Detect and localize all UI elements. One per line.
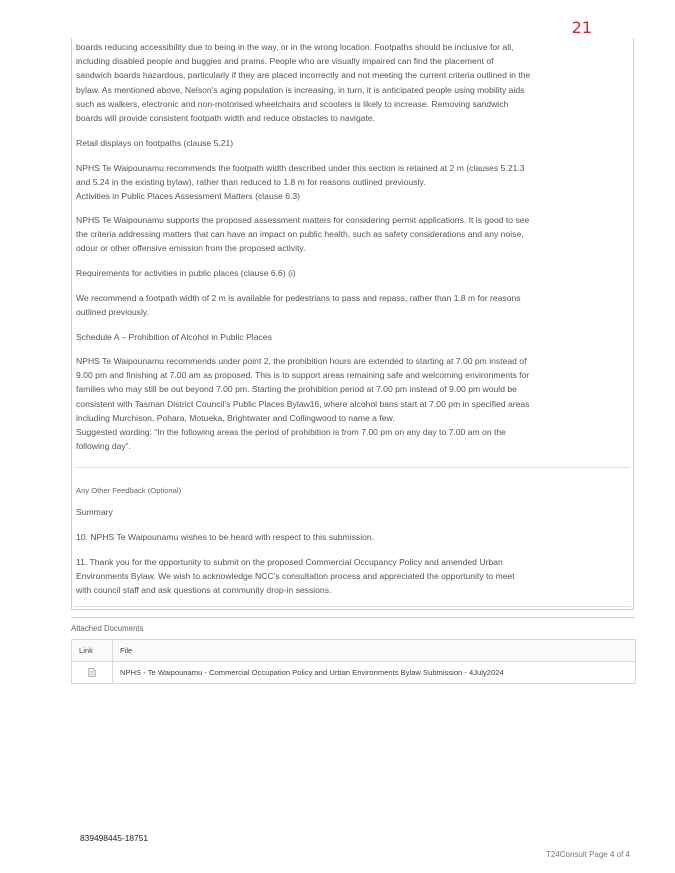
heading-requirements <box>76 266 581 280</box>
text-line: with council staff and ask questions at community drop-in sessions. <box>76 585 332 596</box>
other-feedback-label: Any Other Feedback (Optional) <box>76 486 182 495</box>
table-header-row <box>72 640 636 662</box>
document-icon[interactable] <box>88 668 96 677</box>
page-footer: T24Consult Page 4 of 4 <box>545 850 630 859</box>
text-line: 11. Thank you for the opportunity to submit on the proposed Commercial Occupancy Policy and amended Urban <box>76 557 503 567</box>
paragraph-footpath-recommendation <box>76 291 581 319</box>
paragraph-point-11 <box>76 555 581 598</box>
text-line: such as walkers, electronic and non-motorised wheelchairs and scooters is likely to increase. Removing sandwich <box>76 98 509 109</box>
attached-divider <box>71 617 635 618</box>
text-line: boards will provide consistent footpath width and reduce obstacles to navigate. <box>76 113 376 124</box>
document-link[interactable] <box>72 662 113 684</box>
text-line: boards reducing accessibility due to being in the way, or in the wrong location. Footpaths should be inclusive for all, <box>76 42 514 52</box>
text-line: We recommend a footpath width of 2 m is available for pedestrians to pass and repass, rather than 1.8 m for reasons <box>76 293 521 303</box>
column-header-file: File <box>113 640 636 662</box>
text-line: and 5.24 in the existing bylaw), rather than reduced to 1.8 m for reasons outlined previously. <box>76 177 426 188</box>
paragraph-sandwich-boards <box>76 40 581 125</box>
attached-documents-table <box>71 639 636 684</box>
heading-schedule-a <box>76 330 581 344</box>
paragraph-footpath-width <box>76 161 581 204</box>
heading-retail-displays <box>76 136 581 150</box>
text-line: families who may still be out beyond 7.00 pm. Starting the prohibition period at 7.00 pm instead of 9.00 pm would be <box>76 384 517 395</box>
section-divider <box>76 467 630 468</box>
text-line: including disabled people and buggies and prams. People who are visually impaired can find the placement of <box>76 56 494 67</box>
document-file-name[interactable]: NPHS - Te Waipounamu - Commercial Occupation Policy and Urban Environments Bylaw Submission - 4July2024 <box>113 662 636 684</box>
column-header-link: Link <box>72 640 113 662</box>
text-line: Schedule A – Prohibition of Alcohol in Public Places <box>76 332 272 342</box>
text-line: following day”. <box>76 441 131 452</box>
paragraph-assessment-matters <box>76 213 581 256</box>
text-line: 10. NPHS Te Waipounamu wishes to be heard with respect to this submission. <box>76 532 375 542</box>
table-row <box>72 662 636 684</box>
heading-summary <box>76 505 581 519</box>
text-line: outlined previously. <box>76 307 149 318</box>
document-id: 839498445-18751 <box>80 833 148 843</box>
text-line: Summary <box>76 507 113 517</box>
text-line: Environments Bylaw. We wish to acknowledge NCC’s consultation process and appreciated the opportunity to meet <box>76 571 515 582</box>
text-line: including Murchison, Pohara, Motueka, Brightwater and Collingwood to name a few. <box>76 412 395 423</box>
text-line: Suggested wording: “In the following areas the period of prohibition is from 7.00 pm on any day to 7.00 am on the <box>76 427 506 438</box>
text-line: Activities in Public Places Assessment Matters (clause 6.3) <box>76 191 300 202</box>
page-number: 21 <box>571 18 592 37</box>
text-line: 9.00 pm and finishing at 7.00 am as proposed. This is to support areas remaining safe and welcoming environments for <box>76 370 530 381</box>
text-line: NPHS Te Waipounamu recommends under point 2, the prohibition hours are extended to starting at 7.00 pm instead of <box>76 356 527 366</box>
text-line: consistent with Tasman District Council’s Public Places Bylaw16, where alcohol bans start at 7.00 pm in specified areas <box>76 398 530 409</box>
text-line: bylaw. As mentioned above, Nelson’s aging population is increasing, in turn, it is anticipated people using mobility aids <box>76 84 525 95</box>
text-line: Requirements for activities in public places (clause 6.6) (i) <box>76 268 296 278</box>
text-line: the criteria addressing matters that can have an impact on public health, such as safety considerations and any noise, <box>76 229 524 240</box>
text-line: NPHS Te Waipounamu supports the proposed assessment matters for considering permit applications. It is good to see <box>76 215 530 225</box>
text-line: NPHS Te Waipounamu recommends the footpath width described under this section is retained at 2 m (clauses 5.21.3 <box>76 163 525 173</box>
attached-documents-label: Attached Documents <box>71 624 144 633</box>
text-line: sandwich boards hazardous, particularly if they are placed incorrectly and not meeting the current criteria outlined in the <box>76 70 531 81</box>
text-line: Retail displays on footpaths (clause 5.21) <box>76 138 234 148</box>
paragraph-point-10 <box>76 530 581 544</box>
text-line: odour or other offensive emission from the proposed activity. <box>76 243 306 254</box>
paragraph-alcohol-prohibition <box>76 354 581 453</box>
